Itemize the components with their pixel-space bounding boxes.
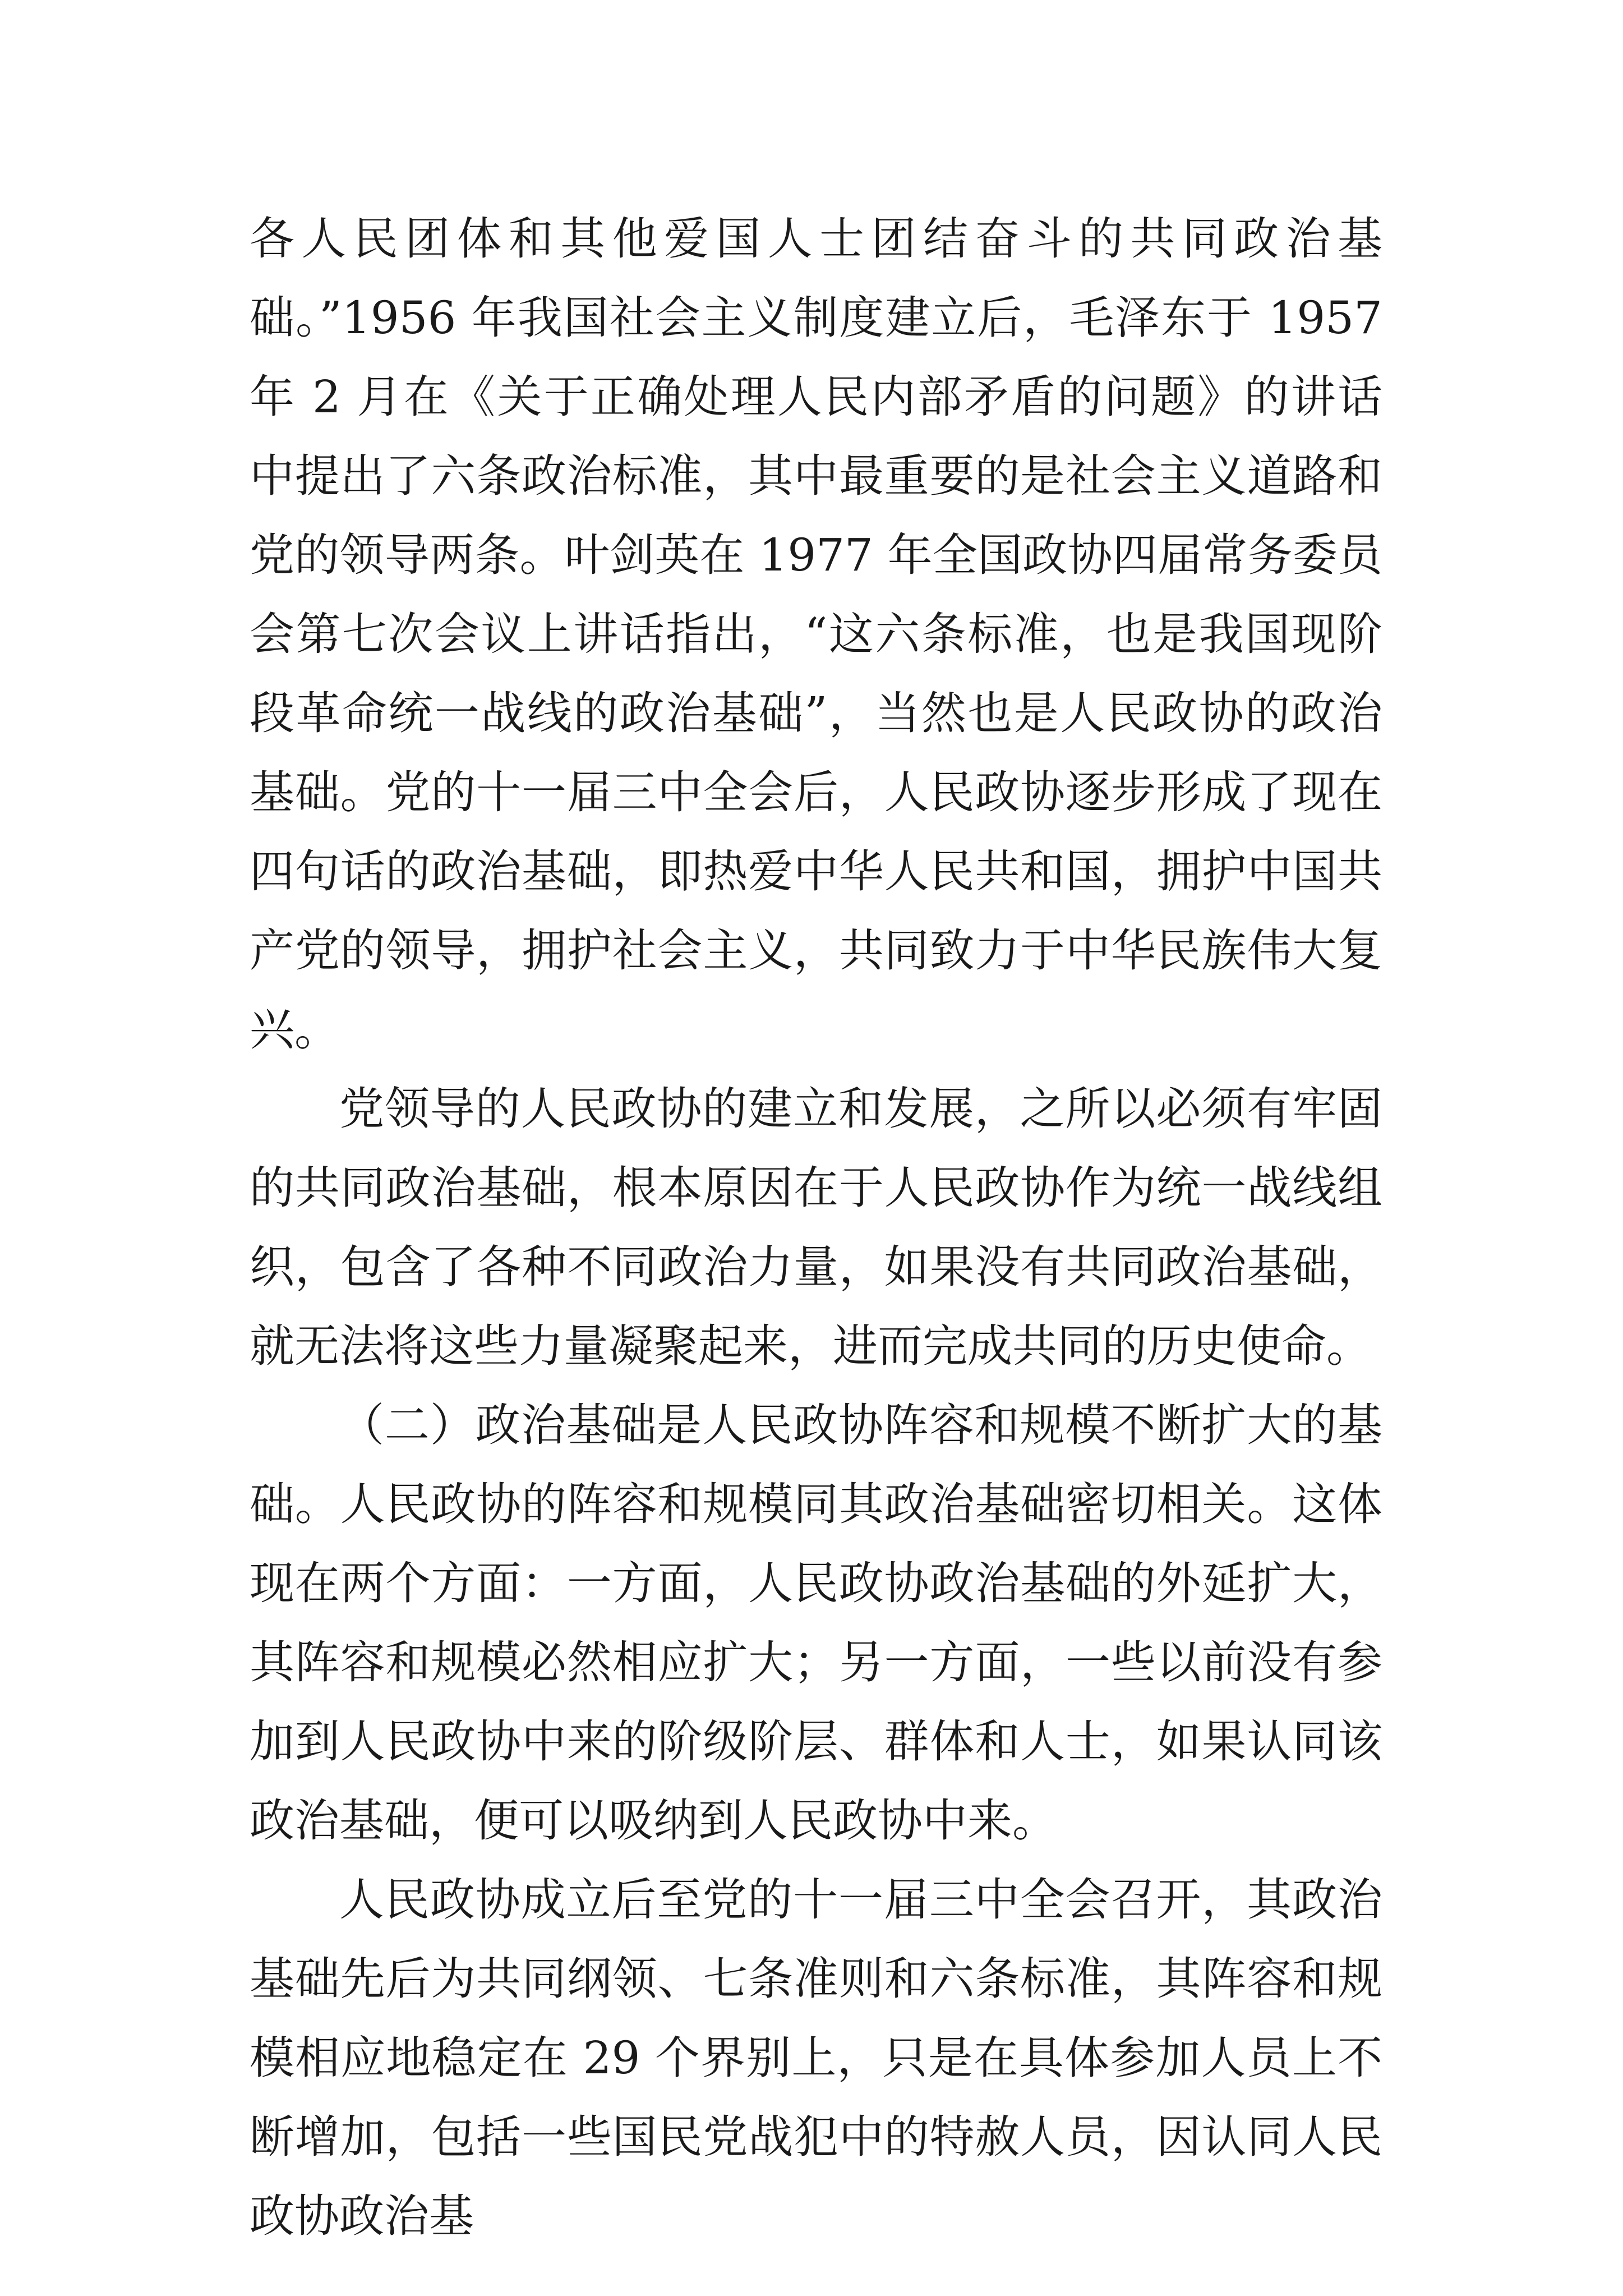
paragraph-2: 党领导的人民政协的建立和发展，之所以必须有牢固的共同政治基础，根本原因在于人民政协作为统一战线组织，包含了各种不同政治力量，如果没有共同政治基础，就无法将这些力量凝聚起来，进而完成共同的历史使命。 (250, 1083, 1382, 1372)
paragraph-1: 各人民团体和其他爱国人士团结奋斗的共同政治基础。”1956 年我国社会主义制度建立后，毛泽东于 1957 年 2 月在《关于正确处理人民内部矛盾的问题》的讲话中提出了六条政治标准，其中最重要的是社会主义道路和党的领导两条。叶剑英在 1977 年全国政协四届常务委员会第七次会议上讲话指出，“这六条标准，也是我国现阶段革命统一战线的政治基础”，当然也是人民政协的政治基础。党的十一届三中全会后，人民政协逐步形成了现在四句话的政治基础，即热爱中华人民共和国，拥护中国共产党的领导，拥护社会主义，共同致力于中华民族伟大复兴。 (250, 213, 1382, 1056)
body-text (250, 199, 1382, 2256)
paragraph-4: 人民政协成立后至党的十一届三中全会召开，其政治基础先后为共同纲领、七条准则和六条标准，其阵容和规模相应地稳定在 29 个界别上，只是在具体参加人员上不断增加，包括一些国民党战犯中的特赦人员，因认同人民政协政治基 (250, 1874, 1382, 2242)
paragraph-3: （二）政治基础是人民政协阵容和规模不断扩大的基础。人民政协的阵容和规模同其政治基础密切相关。这体现在两个方面：一方面，人民政协政治基础的外延扩大，其阵容和规模必然相应扩大；另一方面，一些以前没有参加到人民政协中来的阶级阶层、群体和人士，如果认同该政治基础，便可以吸纳到人民政协中来。 (250, 1399, 1382, 1847)
